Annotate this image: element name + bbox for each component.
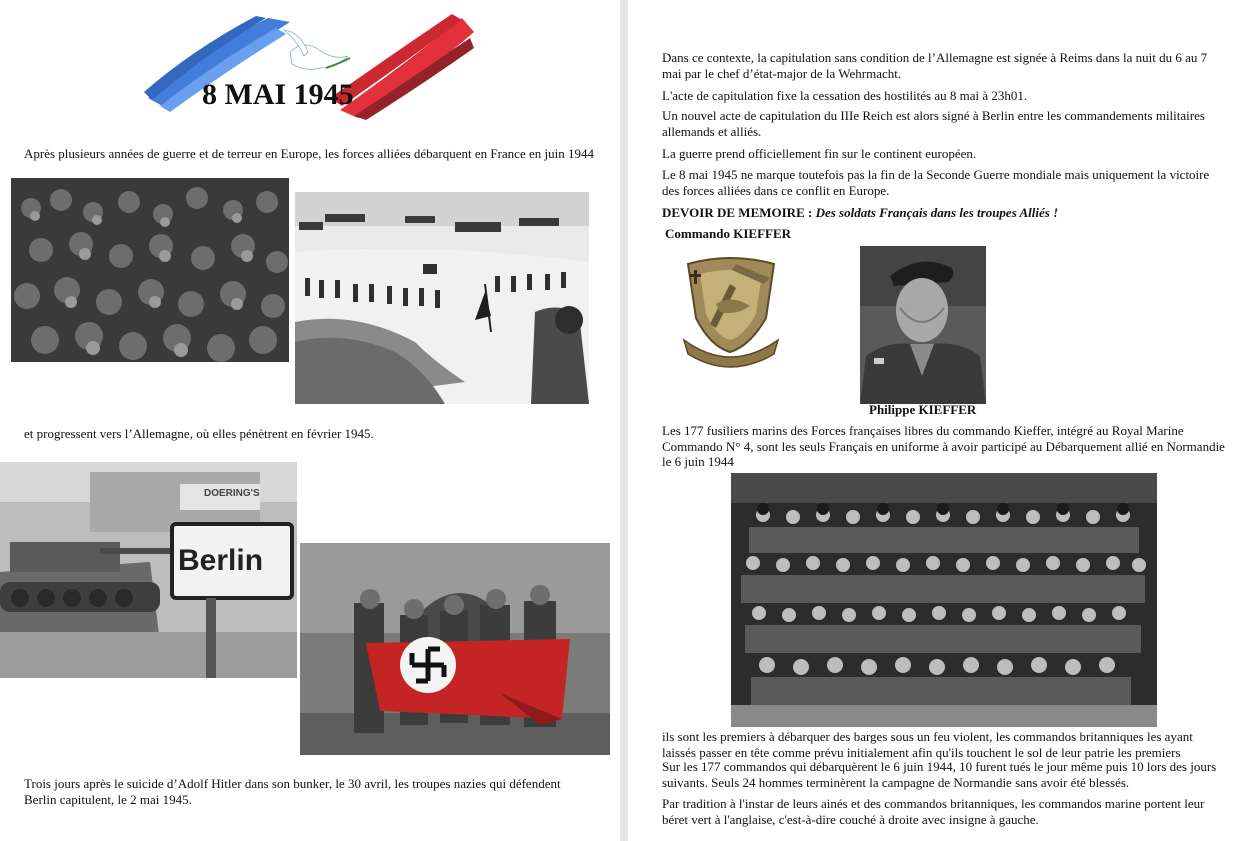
duty-of-memory <box>662 205 1228 221</box>
soldiers-landing-craft-photo <box>11 178 289 362</box>
portrait-caption: Philippe KIEFFER <box>869 402 977 417</box>
victory-text: Le 8 mai 1945 ne marque toutefois pas la fin de la Seconde Guerre mondiale mais uniquement la victoire des forces alliées dans ce conflit en Europe. <box>662 167 1210 198</box>
beach-landing-photo <box>295 192 589 404</box>
commando-insignia-badge <box>680 254 782 370</box>
tradition-text: Par tradition à l'instar de leurs ainés et des commandos britanniques, les commandos marine portent leur béret vert à l'anglaise, c'est-à-dire couché à droite avec insigne à gauche. <box>662 796 1205 827</box>
kieffer-177-text: Les 177 fusiliers marins des Forces françaises libres du commando Kieffer, intégré au Royal Marine Commando N° 4, sont les seuls Français en uniforme à avoir participé au Débarquement allié en Normandie le 6 juin 1944 <box>662 423 1225 469</box>
kieffer-portrait-photo <box>860 246 986 404</box>
header-banner <box>140 12 480 120</box>
berlin-sign-tank-photo <box>0 462 297 678</box>
duty-text: Des soldats Français dans les troupes Alliés ! <box>815 205 1059 220</box>
right-page <box>628 0 1254 841</box>
left-page <box>0 0 620 841</box>
casualties-text: Sur les 177 commandos qui débarquèrent le 6 juin 1944, 10 furent tués le jour même puis 10 lors des jours suivants. Seuls 24 hommes terminèrent la campagne de Normandie sans avoir été blessés. <box>662 759 1217 790</box>
captured-flag-photo <box>300 543 610 755</box>
first-landing-text: ils sont les premiers à débarquer des barges sous un feu violent, les commandos britanniques les ayant laissés passer en tête comme prévu initialement afin qu'ils touchent le sol de leur patrie les premiers <box>662 729 1193 760</box>
duty-label: DEVOIR DE MEMOIRE : <box>662 205 813 220</box>
intro-text: Après plusieurs années de guerre et de terreur en Europe, les forces alliées débarquent en France en juin 1944 <box>24 146 594 161</box>
end-text: La guerre prend officiellement fin sur le continent européen. <box>662 146 977 161</box>
progress-text: et progressent vers l’Allemagne, où elles pénètrent en février 1945. <box>24 426 374 441</box>
berlin-sign: Berlin <box>178 544 264 577</box>
act-text: L'acte de capitulation fixe la cessation des hostilités au 8 mai à 23h01. <box>662 88 1028 103</box>
capitulation-text: Trois jours après le suicide d’Adolf Hitler dans son bunker, le 30 avril, les troupes nazies qui défendent Berlin capitulent, le 2 mai 1945. <box>24 776 561 807</box>
page-gap <box>620 0 628 841</box>
berlin-act-text: Un nouvel acte de capitulation du IIIe Reich est alors signé à Berlin entre les commandements militaires allemands et alliés. <box>662 108 1205 139</box>
reims-text: Dans ce contexte, la capitulation sans condition de l’Allemagne est signée à Reims dans la nuit du 6 au 7 mai par le chef d’état-major de la Wehrmacht. <box>662 50 1208 81</box>
banner-title: 8 MAI 1945 <box>202 78 354 111</box>
commando-group-photo <box>731 473 1157 727</box>
commando-heading: Commando KIEFFER <box>665 226 792 241</box>
shop-sign: DOERING'S <box>204 488 260 499</box>
